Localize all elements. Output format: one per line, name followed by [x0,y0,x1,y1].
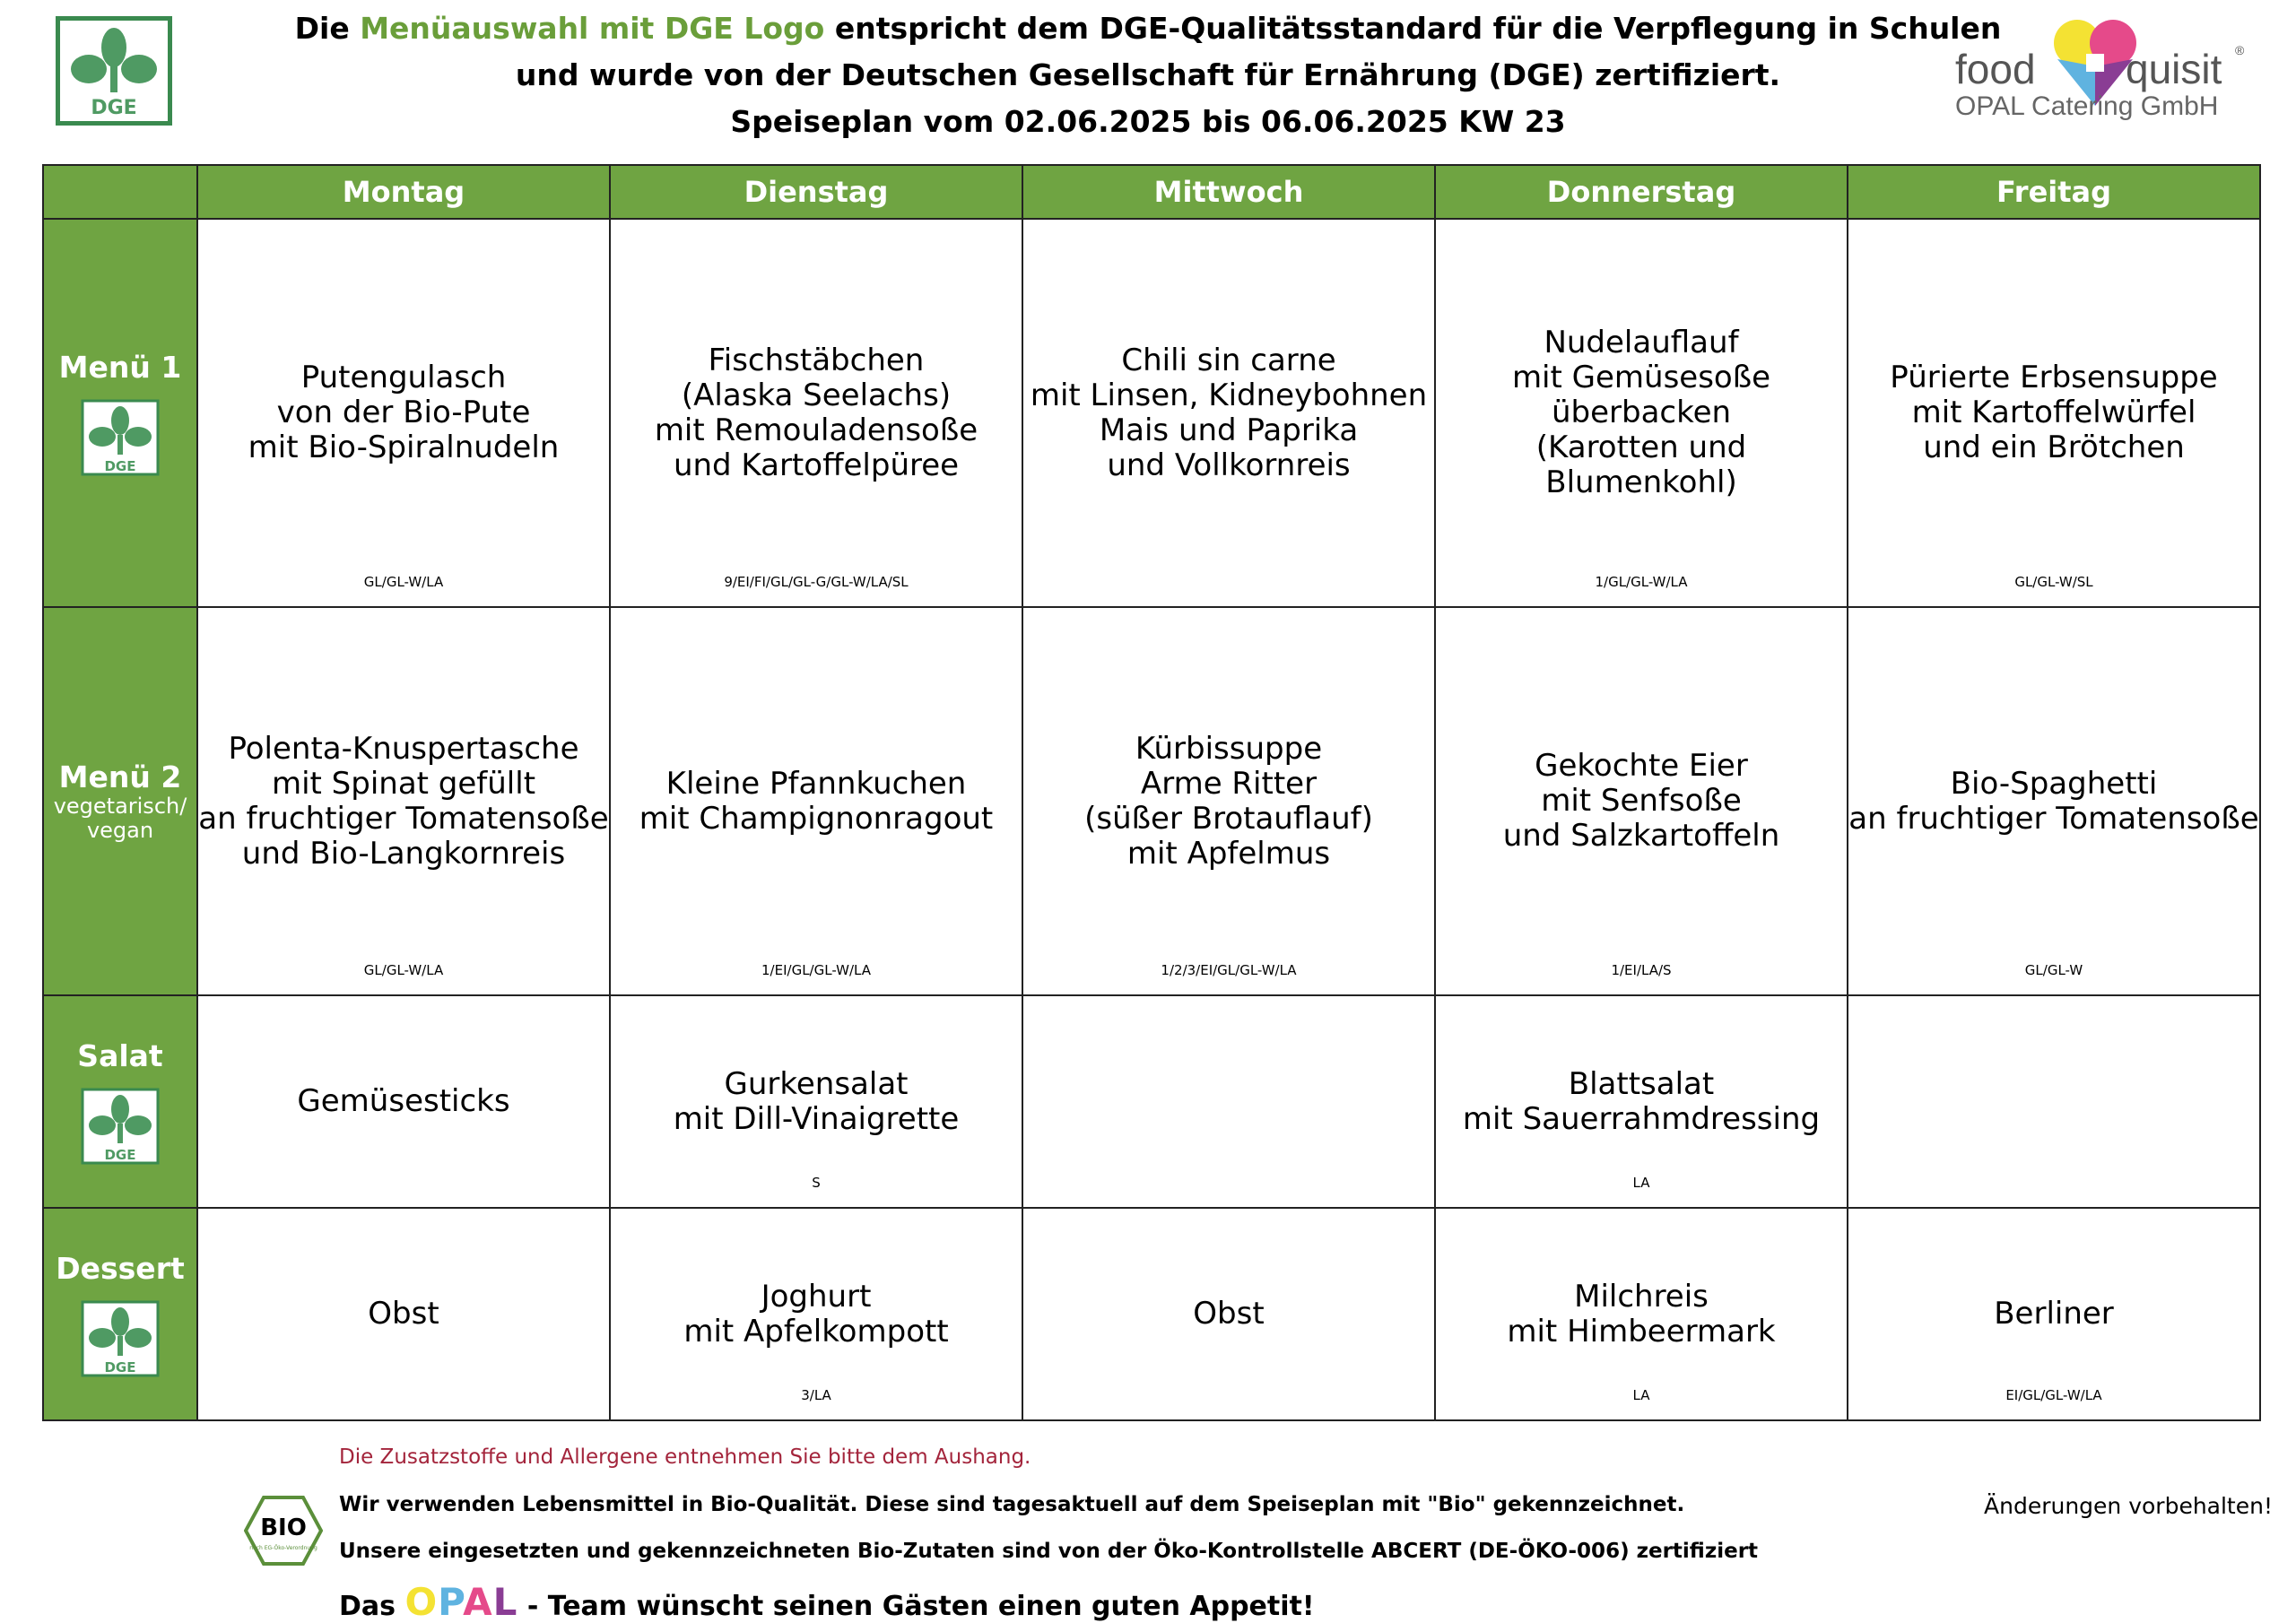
row-subtitle: vegetarisch/ vegan [53,794,187,843]
header-highlight: Menüauswahl mit DGE Logo [360,11,825,46]
greeting-suffix: - Team wünscht seinen Gästen einen guten Appetit! [517,1591,1315,1622]
allergen-code: LA [1632,1387,1650,1403]
menu-cell [1848,1208,2260,1420]
dge-badge-label: DGE [104,1147,136,1163]
row-header-menu-1 [43,219,197,607]
greeting-prefix: Das [339,1591,405,1622]
dge-leaf-icon [60,21,168,121]
row-menu-1 [43,219,2260,607]
allergen-code: 3/LA [801,1387,831,1403]
header-line-1 [269,5,2027,52]
dish-text: Joghurt mit Apfelkompott [683,1278,949,1350]
page-header [269,5,2027,145]
menu-cell [197,607,610,995]
allergen-code: EI/GL/GL-W/LA [2005,1387,2102,1403]
dish-text: Milchreis mit Himbeermark [1507,1278,1776,1350]
header-line-1-prefix: Die [294,11,361,46]
bio-certification: Unsere eingesetzten und gekennzeichneten Bio-Zutaten sind von der Öko-Kontrollstelle ABCERT (DE-ÖKO-006) zertifiziert [339,1540,1759,1563]
menu-cell [1435,995,1848,1208]
header-line-2: und wurde von der Deutschen Gesellschaft für Ernährung (DGE) zertifiziert. [515,57,1781,92]
row-header-salat [43,995,197,1208]
dge-badge-label: DGE [104,458,136,474]
allergen-code: LA [1632,1175,1650,1191]
row-salat [43,995,2260,1208]
dish-text: Obst [368,1296,439,1332]
bio-seal-small-text: nach EG-Öko-Verordnung [249,1545,317,1551]
menu-cell [610,607,1022,995]
allergen-code: S [812,1175,821,1191]
day-header-thursday: Donnerstag [1435,165,1848,219]
dish-text: Fischstäbchen (Alaska Seelachs) mit Remouladensoße und Kartoffelpüree [654,342,978,483]
opal-letter: A [463,1580,493,1623]
foodquisit-logo [1955,13,2251,129]
header-date-range: Speiseplan vom 02.06.2025 bis 06.06.2025 KW 23 [730,104,1566,139]
menu-cell [610,1208,1022,1420]
day-header-wednesday: Mittwoch [1022,165,1435,219]
menu-cell [1848,607,2260,995]
dish-text: Blattsalat mit Sauerrahmdressing [1462,1065,1821,1137]
menu-cell [1022,1208,1435,1420]
brand-subtitle: OPAL Catering GmbH [1955,91,2219,121]
dge-badge-icon [81,1088,160,1165]
allergen-code: 1/EI/LA/S [1611,962,1672,978]
menu-cell [1022,219,1435,607]
opal-wordmark [404,1580,517,1623]
allergen-code: 9/EI/FI/GL/GL-G/GL-W/LA/SL [724,574,909,590]
dish-text: Nudelauflauf mit Gemüsesoße überbacken (Karotten und Blumenkohl) [1511,325,1771,500]
bio-seal-icon [244,1496,323,1566]
dish-text: Berliner [1994,1296,2114,1332]
changes-notice: Änderungen vorbehalten! [1984,1493,2273,1519]
row-title: Dessert [56,1251,185,1286]
row-title: Menü 2 [58,759,182,794]
bio-seal-label: BIO [260,1515,307,1541]
menu-cell [197,1208,610,1420]
opal-letter: L [492,1580,518,1623]
dish-text: Chili sin carne mit Linsen, Kidneybohnen Mais und Paprika und Vollkornreis [1030,342,1428,483]
brand-food-text: food [1955,46,2036,92]
dish-text: Kleine Pfannkuchen mit Champignonragout [639,765,994,837]
menu-cell [1435,1208,1848,1420]
row-header-menu-2 [43,607,197,995]
table-corner [43,165,197,219]
day-header-tuesday: Dienstag [610,165,1022,219]
dish-text: Polenta-Knuspertasche mit Spinat gefüllt an fruchtiger Tomatensoße und Bio-Langkornreis [198,730,609,872]
menu-cell [610,219,1022,607]
allergen-code: GL/GL-W/SL [2014,574,2093,590]
allergen-code: 1/GL/GL-W/LA [1595,574,1688,590]
menu-cell [610,995,1022,1208]
dish-text: Putengulasch von der Bio-Pute mit Bio-Spiralnudeln [248,360,560,465]
opal-letter: P [438,1580,464,1623]
row-dessert [43,1208,2260,1420]
day-header-row [43,165,2260,219]
dge-badge-label: DGE [104,1359,136,1376]
allergen-code: GL/GL-W [2024,962,2083,978]
menu-cell [1435,219,1848,607]
allergen-code: 1/2/3/EI/GL/GL-W/LA [1161,962,1297,978]
dge-logo [56,16,172,126]
dish-text: Gekochte Eier mit Senfsoße und Salzkartoffeln [1502,748,1780,854]
header-line-1-suffix: entspricht dem DGE-Qualitätsstandard für die Verpflegung in Schulen [824,11,2002,46]
dish-text: Pürierte Erbsensuppe mit Kartoffelwürfel und ein Brötchen [1890,360,2218,465]
allergen-code: GL/GL-W/LA [363,574,444,590]
menu-plan-table [42,164,2261,1421]
dish-text: Bio-Spaghetti an fruchtiger Tomatensoße [1848,765,2259,837]
menu-cell [1022,607,1435,995]
menu-cell [1435,607,1848,995]
allergen-code: 1/EI/GL/GL-W/LA [761,962,871,978]
row-menu-2 [43,607,2260,995]
dish-text: Kürbissuppe Arme Ritter (süßer Brotauflauf) mit Apfelmus [1084,730,1373,872]
row-title: Menü 1 [58,350,182,385]
day-header-monday: Montag [197,165,610,219]
row-title: Salat [77,1038,163,1073]
brand-quisit-text: quisit [2126,46,2222,92]
greeting [339,1580,1315,1623]
menu-cell [197,219,610,607]
dish-text: Gemüsesticks [297,1083,510,1119]
opal-letter: O [404,1580,439,1623]
menu-cell [197,995,610,1208]
allergen-code: GL/GL-W/LA [363,962,444,978]
dge-logo-label: DGE [91,97,137,119]
dish-text: Gurkensalat mit Dill-Vinaigrette [673,1065,960,1137]
bio-statement: Wir verwenden Lebensmittel in Bio-Qualität. Diese sind tagesaktuell auf dem Speiseplan mit "Bio" gekennzeichnet. [339,1493,1685,1516]
menu-cell [1848,995,2260,1208]
menu-cell [1022,995,1435,1208]
dish-text: Obst [1193,1296,1265,1332]
menu-cell [1848,219,2260,607]
row-header-dessert [43,1208,197,1420]
brand-registered-mark: ® [2235,43,2245,57]
dge-badge-icon [81,1300,160,1377]
dge-badge-icon [81,399,160,476]
day-header-friday: Freitag [1848,165,2260,219]
allergen-notice: Die Zusatzstoffe und Allergene entnehmen Sie bitte dem Aushang. [339,1445,1031,1469]
